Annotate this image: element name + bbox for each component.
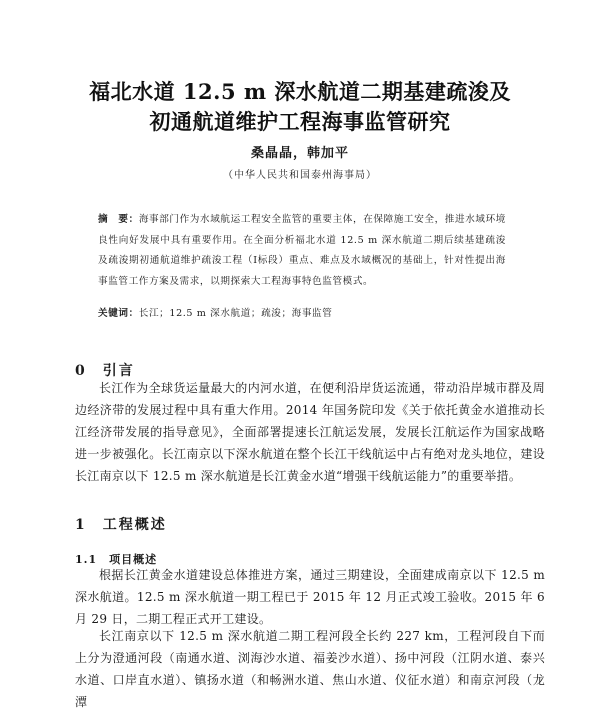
subsection-heading-project: 1.1 项目概述 [75,553,158,566]
abstract-text: 海事部门作为水域航运工程安全监管的重要主体，在保障施工安全，推进水域环境良性向好发展中具有重要作用。在全面分析福北水道 12.5 m 深水航道二期后续基建疏浚及疏浚期初通航道维护疏浚工程（Ⅰ标段）重点、难点及水域概况的基础上，针对性提出海事监管工作方案及需求，以期探索大工程海事特色监管模式。 [98,214,506,287]
paper-title-line-1: 福北水道 12.5 m 深水航道二期基建疏浚及 [89,79,511,104]
affiliation: （中华人民共和国泰州海事局） [223,170,377,181]
paper-title-line-2: 初通航道维护工程海事监管研究 [149,109,451,134]
project-paragraph-2: 长江南京以下 12.5 m 深水航道二期工程河段全长约 227 km，工程河段自下而上分为澄通河段（南通水道、浏海沙水道、福姜沙水道）、扬中河段（江阴水道、泰兴水道、口岸直水道）、镇扬水道（和畅洲水道、焦山水道、仪征水道）和南京河段（龙潭 [75,629,545,709]
section-heading-overview: 1 工程概述 [75,517,167,533]
keywords [98,305,518,319]
section-heading-introduction: 0 引言 [75,363,135,379]
introduction-paragraph: 长江作为全球货运量最大的内河水道，在便利沿岸货运流通，带动沿岸城市群及周边经济带的发展过程中具有重大作用。2014 年国务院印发《关于依托黄金水道推动长江经济带发展的指导意见》，全面部署提速长江航运发展，发展长江航运作为国家战略进一步被强化。长江南京以下深水航道在整个长江干线航运中占有绝对龙头地位，建设长江南京以下 12.5 m 深水航道是长江黄金水道“增强干线航运能力”的重要举措。 [75,381,545,483]
keywords-text: 长江；12.5 m 深水航道；疏浚；海事监管 [138,308,333,319]
keywords-label: 关键词： [98,308,139,319]
authors: 桑晶晶，韩加平 [250,146,349,161]
abstract [98,210,506,292]
abstract-label: 摘 要： [98,214,139,225]
project-paragraph-1: 根据长江黄金水道建设总体推进方案，通过三期建设，全面建成南京以下 12.5 m 深水航道。12.5 m 深水航道一期工程已于 2015 年 12 月正式竣工验收。2015 年 6 月 29 日，二期工程正式开工建设。 [75,568,545,626]
